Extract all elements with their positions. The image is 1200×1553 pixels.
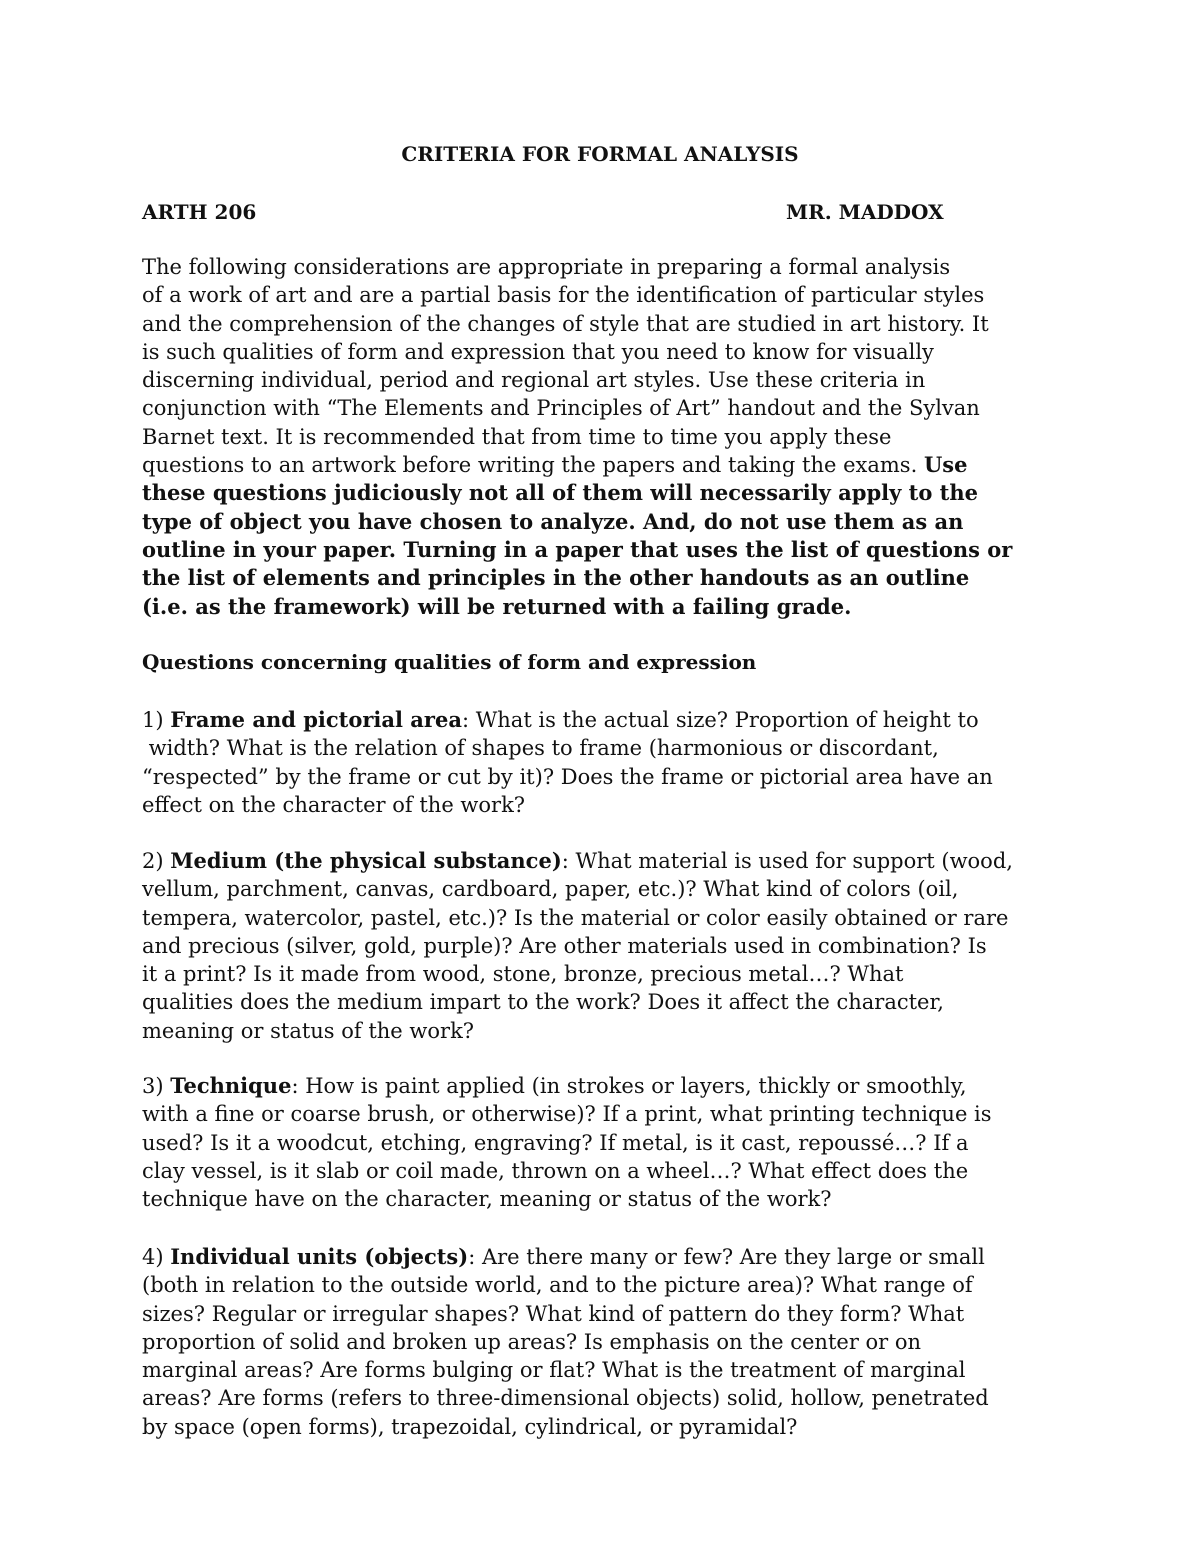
intro-paragraph <box>142 253 1072 621</box>
item-number: 2) <box>142 849 171 873</box>
item-line: proportion of solid and broken up areas? Is emphasis on the center or on <box>142 1329 922 1354</box>
item-line: technique have on the character, meaning or status of the work? <box>142 1187 832 1212</box>
intro-line <box>142 451 1072 479</box>
intro-line: conjunction with “The Elements and Principles of Art” handout and the Sylvan <box>142 396 980 421</box>
item-line: meaning or status of the work? <box>142 1018 475 1043</box>
criteria-item-technique <box>142 1072 1072 1213</box>
item-line: used? Is it a woodcut, etching, engraving? If metal, is it cast, repoussé…? If a <box>142 1130 969 1155</box>
item-line: and precious (silver, gold, purple)? Are other materials used in combination? Is <box>142 933 987 958</box>
intro-line: The following considerations are appropriate in preparing a formal analysis <box>142 255 951 279</box>
intro-bold-start: Use <box>923 452 968 478</box>
item-first-line <box>142 1243 1072 1271</box>
item-line: sizes? Regular or irregular shapes? What kind of pattern do they form? What <box>142 1301 965 1326</box>
intro-line: Barnet text. It is recommended that from time to time you apply these <box>142 424 892 449</box>
criteria-item-units <box>142 1243 1072 1441</box>
item-line: tempera, watercolor, pastel, etc.)? Is the material or color easily obtained or rare <box>142 905 1009 930</box>
item-first-line <box>142 1072 1072 1100</box>
item-term: Frame and pictorial area <box>170 707 462 732</box>
item-text: : Are there many or few? Are they large or small <box>468 1245 985 1269</box>
item-first-line <box>142 847 1072 875</box>
item-line: width? What is the relation of shapes to frame (harmonious or discordant, <box>142 736 939 761</box>
intro-bold-line: (i.e. as the framework) will be returned with a failing grade. <box>142 593 852 619</box>
intro-line: of a work of art and are a partial basis for the identification of particular styles <box>142 283 985 308</box>
item-number: 1) <box>142 708 171 732</box>
criteria-item-frame <box>142 706 1072 819</box>
item-number: 4) <box>142 1245 171 1269</box>
intro-line: discerning individual, period and regional art styles. Use these criteria in <box>142 368 926 393</box>
item-text: : What is the actual size? Proportion of height to <box>461 708 979 732</box>
intro-line-text: questions to an artwork before writing the papers and taking the exams. <box>142 453 924 478</box>
intro-bold-line: outline in your paper. Turning in a paper that uses the list of questions or <box>142 536 1013 562</box>
item-number: 3) <box>142 1074 171 1098</box>
item-first-line <box>142 706 1072 734</box>
intro-line: is such qualities of form and expression that you need to know for visually <box>142 339 934 364</box>
item-line: by space (open forms), trapezoidal, cylindrical, or pyramidal? <box>142 1414 798 1439</box>
item-line: effect on the character of the work? <box>142 792 526 817</box>
item-line: qualities does the medium impart to the work? Does it affect the character, <box>142 990 944 1015</box>
item-text: : What material is used for support (wood, <box>561 849 1013 873</box>
intro-bold-line: these questions judiciously not all of them will necessarily apply to the <box>142 480 978 506</box>
section-heading: Questions concerning qualities of form and expression <box>142 650 757 674</box>
item-term: Technique <box>170 1073 292 1098</box>
item-term: Medium (the physical substance) <box>170 848 562 873</box>
item-line: clay vessel, is it slab or coil made, thrown on a wheel…? What effect does the <box>142 1158 969 1183</box>
intro-bold-line: type of object you have chosen to analyze. And, do not use them as an <box>142 508 964 534</box>
item-text: : How is paint applied (in strokes or layers, thickly or smoothly, <box>291 1074 967 1098</box>
criteria-item-medium <box>142 847 1072 1045</box>
intro-line: and the comprehension of the changes of style that are studied in art history. It <box>142 311 989 336</box>
item-line: it a print? Is it made from wood, stone, bronze, precious metal…? What <box>142 962 904 987</box>
item-term: Individual units (objects) <box>170 1244 469 1269</box>
instructor-name: MR. MADDOX <box>786 200 944 224</box>
item-line: with a fine or coarse brush, or otherwise)? If a print, what printing technique is <box>142 1102 992 1127</box>
item-line: “respected” by the frame or cut by it)? Does the frame or pictorial area have an <box>142 764 993 789</box>
item-line: marginal areas? Are forms bulging or flat? What is the treatment of marginal <box>142 1358 966 1383</box>
item-line: vellum, parchment, canvas, cardboard, paper, etc.)? What kind of colors (oil, <box>142 877 959 902</box>
course-code: ARTH 206 <box>142 200 257 224</box>
document-title: CRITERIA FOR FORMAL ANALYSIS <box>401 142 799 166</box>
intro-bold-line: the list of elements and principles in the other handouts as an outline <box>142 565 970 591</box>
item-line: areas? Are forms (refers to three-dimensional objects) solid, hollow, penetrated <box>142 1386 989 1411</box>
item-line: (both in relation to the outside world, and to the picture area)? What range of <box>142 1273 973 1298</box>
